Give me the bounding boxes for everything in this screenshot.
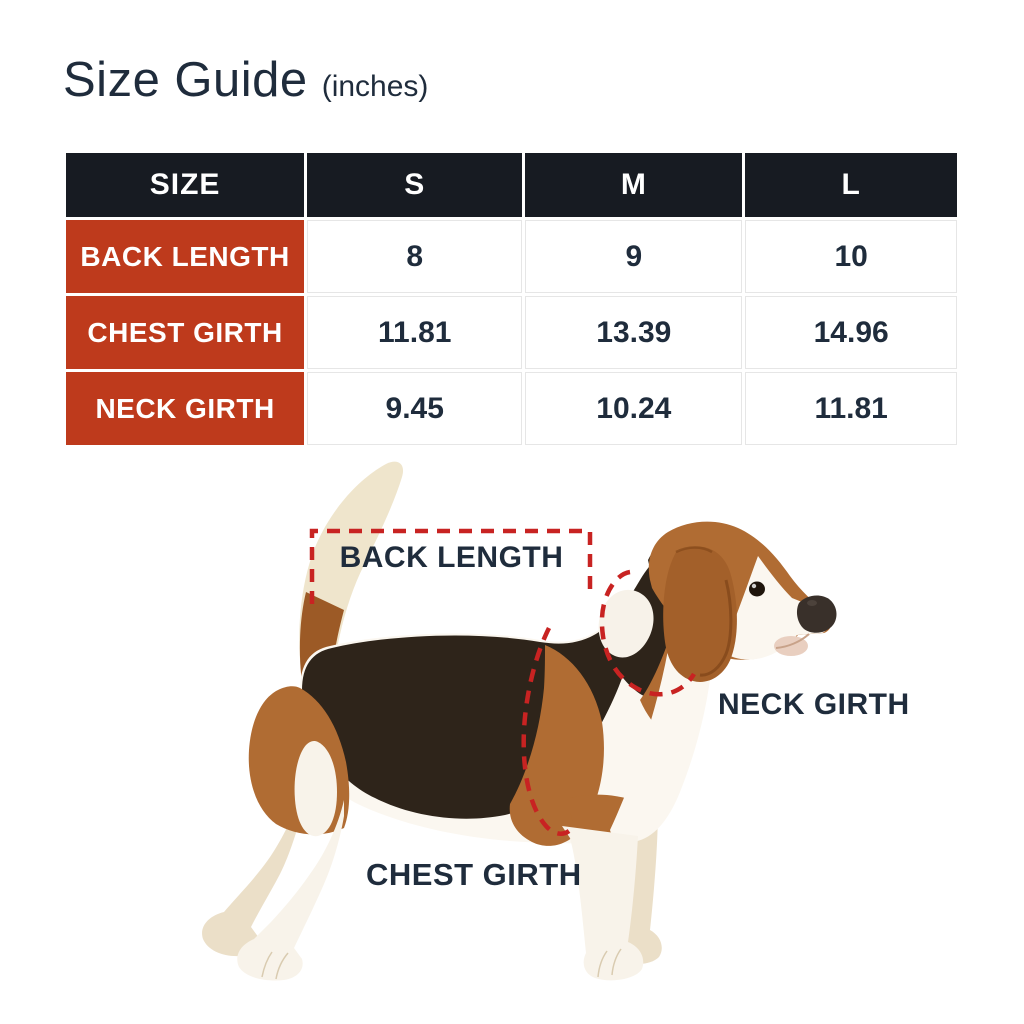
back-length-l: 10 (745, 220, 957, 293)
dog-head (648, 522, 836, 682)
header-cell-m: M (525, 153, 742, 217)
chest-girth-label: CHEST GIRTH (366, 857, 582, 892)
neck-girth-s: 9.45 (307, 372, 522, 445)
dog-ear (663, 546, 737, 681)
row-label-chest-girth: CHEST GIRTH (66, 296, 304, 369)
neck-girth-m: 10.24 (525, 372, 742, 445)
header-cell-s: S (307, 153, 522, 217)
back-length-label: BACK LENGTH (339, 541, 564, 574)
header-cell-size: SIZE (66, 153, 304, 217)
row-label-neck-girth: NECK GIRTH (66, 372, 304, 445)
chest-girth-m: 13.39 (525, 296, 742, 369)
chest-girth-s: 11.81 (307, 296, 522, 369)
neck-girth-label: NECK GIRTH (718, 688, 910, 721)
dog-nose (797, 596, 837, 633)
neck-girth-l: 11.81 (745, 372, 957, 445)
row-label-back-length: BACK LENGTH (66, 220, 304, 293)
back-length-s: 8 (307, 220, 522, 293)
header-cell-l: L (745, 153, 957, 217)
dog-eye (749, 582, 765, 597)
page-title-text: Size Guide (63, 53, 308, 107)
back-length-m: 9 (525, 220, 742, 293)
page-title-unit: (inches) (321, 70, 429, 103)
chest-girth-l: 14.96 (745, 296, 957, 369)
